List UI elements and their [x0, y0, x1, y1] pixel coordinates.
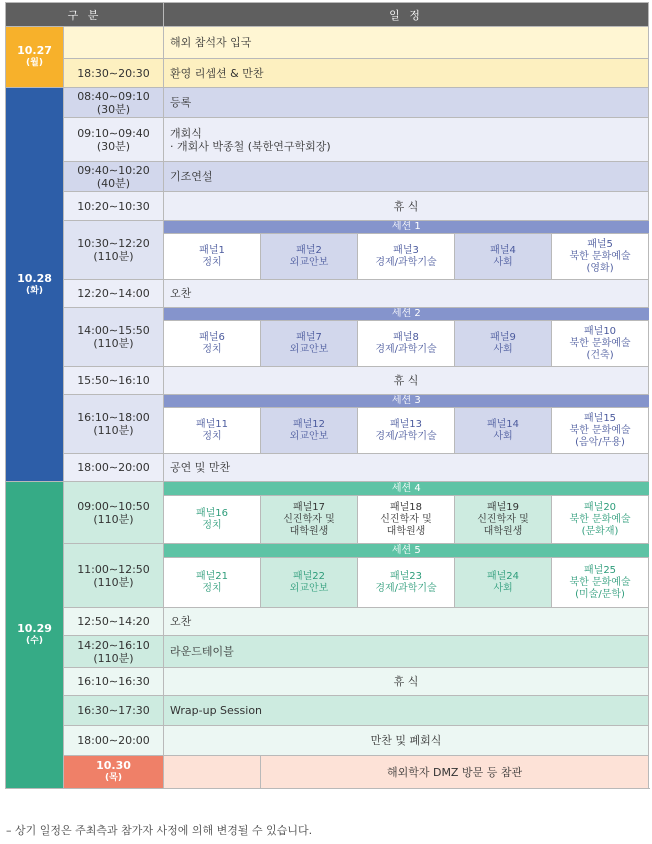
schedule-wrapper	[5, 2, 648, 789]
session-header: 세션 4	[164, 482, 649, 496]
time-cell: 16:30∼17:30	[64, 696, 164, 726]
time-cell	[64, 636, 164, 668]
event-cell: 휴 식	[164, 192, 649, 221]
event-cell: 공연 및 만찬	[164, 454, 649, 482]
date-label: 10.30	[96, 759, 131, 772]
time-cell	[164, 756, 261, 789]
event-cell: 등록	[164, 88, 649, 118]
panel-cell: 패널14 사회	[455, 408, 552, 454]
panel-cell: 패널1 정치	[164, 234, 261, 280]
time-cell	[64, 221, 164, 280]
time-cell: 10:20∼10:30	[64, 192, 164, 221]
panel-cell: 패널25 북한 문화예술 (미술/문학)	[552, 558, 649, 608]
time-cell	[64, 482, 164, 544]
event-cell: 만찬 및 폐회식	[164, 726, 649, 756]
panel-cell: 패널20 북한 문화예술 (문화재)	[552, 496, 649, 544]
date-cell-1028	[6, 88, 64, 482]
time-duration: (110분)	[93, 575, 134, 589]
event-cell: 기조연설	[164, 162, 649, 192]
time-cell: 18:00∼20:00	[64, 726, 164, 756]
panel-cell: 패널13 경제/과학기술	[358, 408, 455, 454]
time-duration: (30분)	[96, 102, 131, 116]
time-range: 16:10∼18:00	[77, 411, 150, 424]
date-cell-1029	[6, 482, 64, 789]
time-cell	[64, 88, 164, 118]
date-label: 10.28	[17, 271, 52, 285]
event-title: 개회식	[170, 126, 202, 140]
panel-cell: 패널5 북한 문화예술 (영화)	[552, 234, 649, 280]
time-cell	[64, 162, 164, 192]
time-cell	[64, 308, 164, 367]
time-cell: 18:00∼20:00	[64, 454, 164, 482]
time-cell	[64, 27, 164, 59]
panel-cell: 패널21 정치	[164, 558, 261, 608]
panel-cell: 패널24 사회	[455, 558, 552, 608]
time-range: 09:10∼09:40	[77, 126, 150, 140]
time-range: 10:30∼12:20	[77, 237, 150, 250]
weekday-label: (월)	[26, 58, 43, 68]
event-cell: Wrap-up Session	[164, 696, 649, 726]
session-header: 세션 3	[164, 395, 649, 408]
panel-cell: 패널18 신진학자 및 대학원생	[358, 496, 455, 544]
time-duration: (110분)	[93, 512, 134, 526]
panel-cell: 패널22 외교안보	[261, 558, 358, 608]
time-cell	[64, 395, 164, 454]
panel-cell: 패널7 외교안보	[261, 321, 358, 367]
event-detail: · 개회사 박종철 (북한연구학회장)	[170, 139, 331, 153]
panel-cell: 패널8 경제/과학기술	[358, 321, 455, 367]
event-cell: 오찬	[164, 280, 649, 308]
panel-cell: 패널11 정치	[164, 408, 261, 454]
date-label: 10.27	[17, 44, 52, 57]
time-duration: (110분)	[93, 337, 134, 350]
time-cell: 12:20∼14:00	[64, 280, 164, 308]
time-cell	[64, 544, 164, 608]
time-cell: 16:10∼16:30	[64, 668, 164, 696]
panel-cell: 패널10 북한 문화예술 (건축)	[552, 321, 649, 367]
date-cell-1027	[6, 27, 64, 88]
time-cell: 18:30∼20:30	[64, 59, 164, 88]
weekday-label: (수)	[26, 636, 43, 646]
event-cell: 해외 참석자 입국	[164, 27, 649, 59]
header-schedule: 일 정	[164, 3, 649, 27]
panel-cell: 패널6 정치	[164, 321, 261, 367]
panel-cell: 패널16 정치	[164, 496, 261, 544]
time-range: 09:00∼10:50	[77, 499, 150, 513]
time-duration: (40분)	[96, 176, 131, 190]
panel-cell: 패널17 신진학자 및 대학원생	[261, 496, 358, 544]
time-duration: (30분)	[96, 139, 131, 153]
time-range: 14:20∼16:10	[77, 638, 150, 652]
weekday-label: (화)	[26, 285, 43, 296]
time-duration: (110분)	[93, 424, 134, 437]
event-cell: 환영 리셉션 & 만찬	[164, 59, 649, 88]
time-cell: 12:50∼14:20	[64, 608, 164, 636]
session-header: 세션 5	[164, 544, 649, 558]
header-category: 구 분	[6, 3, 164, 27]
event-cell: 오찬	[164, 608, 649, 636]
session-header: 세션 1	[164, 221, 649, 234]
session-header: 세션 2	[164, 308, 649, 321]
footnote: – 상기 일정은 주최측과 참가자 사정에 의해 변경될 수 있습니다.	[6, 824, 313, 837]
panel-cell: 패널12 외교안보	[261, 408, 358, 454]
panel-cell: 패널4 사회	[455, 234, 552, 280]
time-range: 09:40∼10:20	[77, 163, 150, 177]
event-cell: 해외학자 DMZ 방문 등 참관	[261, 756, 649, 789]
event-cell: 라운드테이블	[164, 636, 649, 668]
event-cell	[164, 118, 649, 162]
time-range: 08:40∼09:10	[77, 89, 150, 103]
time-duration: (110분)	[93, 250, 134, 263]
weekday-label: (목)	[105, 773, 122, 783]
event-cell: 휴 식	[164, 668, 649, 696]
panel-cell: 패널3 경제/과학기술	[358, 234, 455, 280]
time-range: 14:00∼15:50	[77, 324, 150, 337]
time-range: 11:00∼12:50	[77, 562, 150, 576]
date-label: 10.29	[17, 622, 52, 635]
date-cell-1030	[64, 756, 164, 789]
event-cell: 휴 식	[164, 367, 649, 395]
panel-cell: 패널2 외교안보	[261, 234, 358, 280]
schedule-table	[5, 2, 649, 789]
time-duration: (110분)	[93, 651, 134, 665]
panel-cell: 패널15 북한 문화예술 (음악/무용)	[552, 408, 649, 454]
panel-cell: 패널9 사회	[455, 321, 552, 367]
panel-cell: 패널23 경제/과학기술	[358, 558, 455, 608]
time-cell: 15:50∼16:10	[64, 367, 164, 395]
time-cell	[64, 118, 164, 162]
panel-cell: 패널19 신진학자 및 대학원생	[455, 496, 552, 544]
